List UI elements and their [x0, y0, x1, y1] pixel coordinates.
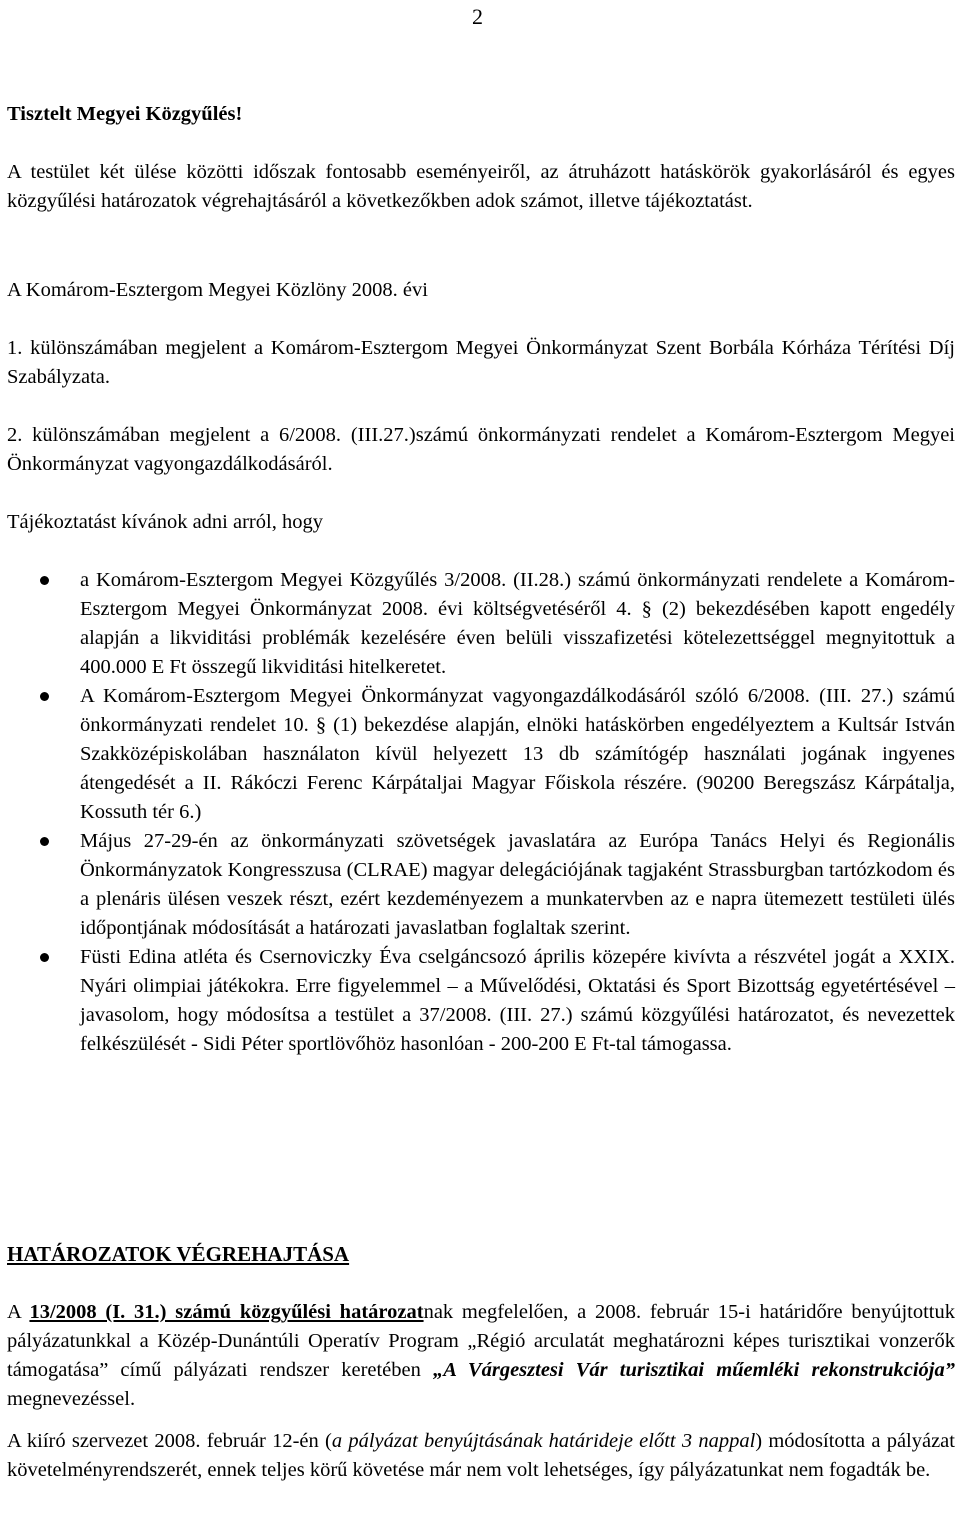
kiiro-text-1: A kiíró szervezet 2008. február 12-én ( [7, 1430, 332, 1452]
kiiro-paragraph [7, 1427, 955, 1485]
bullet-text: Május 27-29-én az önkormányzati szövetségek javaslatára az Európa Tanács Helyi és Regionális Önkormányzatok Kongresszusa (CLRAE) magyar delegációjának tagjaként Strassburgban tartózkodom és a plenáris ülésen veszek részt, ezért kezdeményezem a munkatervben az e napra ütemezett testületi ülés időpontjának módosítását a határozati javaslatban foglaltak szerint. [80, 830, 955, 939]
bullet-icon [40, 837, 49, 846]
kozlony-title: A Komárom-Esztergom Megyei Közlöny 2008. évi [7, 279, 428, 301]
kozlony-item-1: 1. különszámában megjelent a Komárom-Esztergom Megyei Önkormányzat Szent Borbála Kórháza Térítési Díj Szabályzata. [7, 337, 955, 388]
greeting-heading: Tisztelt Megyei Közgyűlés! [7, 103, 243, 125]
bullet-icon [40, 576, 49, 585]
kiiro-italic: a pályázat benyújtásának határideje előtt 3 nappal [331, 1430, 756, 1452]
bullet-list [7, 566, 955, 1059]
bullet-text: A Komárom-Esztergom Megyei Önkormányzat vagyongazdálkodásáról szóló 6/2008. (III. 27.) számú önkormányzati rendelet 10. § (1) bekezdése alapján, elnöki hatáskörben engedélyeztem a Kultsár István Szakközépiskolában használaton kívül helyezett 13 db számítógép használati jogának ingyenes átengedését a II. Rákóczi Ferenc Kárpátaljai Magyar Főiskola részére. (90200 Beregszász Kárpátalja, Kossuth tér 6.) [80, 685, 955, 823]
resolution-text-2: megnevezéssel. [7, 1388, 136, 1410]
intro-paragraph: A testület két ülése közötti időszak fontosabb eseményeiről, az átruházott hatáskörök gyakorlásáról és egyes közgyűlési határozatok végrehajtásáról a következőkben adok számot, illetve tájékoztatást. [7, 161, 955, 212]
kiiro-text-2: ) módosította a pályázat követelményrendszerét, ennek teljes körű követése már nem volt lehetséges, így pályázatunkat nem fogadták be. [7, 1430, 955, 1481]
resolution-text-1: nak megfelelően, a 2008. február 15-i határidőre benyújtottuk pályázatunkkal a Közép-Dunántúli Operatív Program „Régió arculatát meghatározni képes turisztikai vonzerők támogatása” című pályázati rendszer keretében [7, 1301, 955, 1381]
bullet-item [7, 943, 955, 1059]
bullet-text: Füsti Edina atléta és Csernoviczky Éva cselgáncsozó április közepére kivívta a részvétel jogát a XXIX. Nyári olimpiai játékokra. Erre figyelemmel – a Művelődési, Oktatási és Sport Bizottság egyetértésével – javasolom, hogy módosítsa a testület a 37/2008. (III. 27.) számú közgyűlési határozatot, és nevezettek felkészülését - Sidi Péter sportlövőhöz hasonlóan - 200-200 E Ft-tal támogassa. [80, 946, 955, 1055]
resolution-prefix: A [7, 1301, 30, 1323]
bullet-item [7, 682, 955, 827]
project-name: „A Várgesztesi Vár turisztikai műemléki rekonstrukciója” [433, 1359, 955, 1381]
tajekoztatas-line: Tájékoztatást kívánok adni arról, hogy [7, 511, 323, 533]
bullet-icon [40, 692, 49, 701]
resolution-reference: 13/2008 (I. 31.) számú közgyűlési határozat [29, 1301, 424, 1323]
bullet-item [7, 566, 955, 682]
bullet-icon [40, 953, 49, 962]
page-number: 2 [472, 4, 483, 29]
section-heading: HATÁROZATOK VÉGREHAJTÁSA [7, 1242, 350, 1266]
resolution-paragraph [7, 1298, 955, 1414]
kozlony-item-2: 2. különszámában megjelent a 6/2008. (III.27.)számú önkormányzati rendelet a Komárom-Esztergom Megyei Önkormányzat vagyongazdálkodásáról. [7, 424, 955, 475]
bullet-item [7, 827, 955, 943]
bullet-text: a Komárom-Esztergom Megyei Közgyűlés 3/2008. (II.28.) számú önkormányzati rendelete a Komárom-Esztergom Megyei Önkormányzat 2008. évi költségvetéséről 4. § (2) bekezdésében kapott engedély alapján a likviditási problémák kezelésére éven belüli visszafizetési kötelezettséggel megnyitottuk a 400.000 E Ft összegű likviditási hitelkeretet. [80, 569, 955, 678]
